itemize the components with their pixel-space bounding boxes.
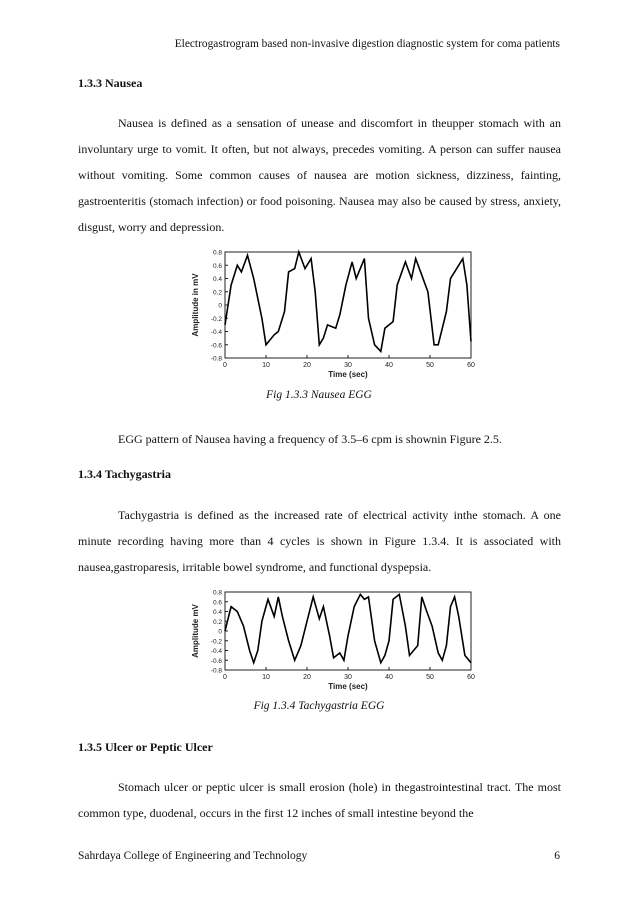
x-tick-label: 30	[344, 674, 352, 681]
y-tick-label: -0.6	[210, 657, 222, 665]
x-tick-label: 20	[303, 674, 311, 681]
paragraph-ulcer-text: Stomach ulcer or peptic ulcer is small erosion (hole) in thegastrointestinal tract. The most common type, duodenal, occurs in the first 12 inches of small intestine beyond the	[78, 780, 561, 820]
y-tick-label: 0.6	[212, 262, 222, 270]
y-tick-label: -0.4	[210, 648, 222, 655]
y-tick-label: -0.8	[210, 667, 222, 675]
section-heading-ulcer: 1.3.5 Ulcer or Peptic Ulcer	[78, 740, 213, 754]
y-tick-label: -0.8	[210, 355, 222, 363]
y-tick-label: 0.2	[212, 618, 222, 626]
figure-caption-nausea: Fig 1.3.3 Nausea EGG	[266, 389, 372, 401]
footer-institution: Sahrdaya College of Engineering and Technology	[78, 850, 308, 862]
y-tick-label: 0	[218, 628, 222, 636]
egg-signal-line	[225, 594, 471, 662]
x-tick-label: 10	[262, 362, 270, 369]
paragraph-nausea-text: Nausea is defined as a sensation of unease and discomfort in theupper stomach with an involuntary urge to vomit. It often, but not always, precedes vomiting. A person can suffer nausea without vomiting. Some common causes of nausea are motion sickness, dizziness, fainting, gastroenteritis (stomach infection) or food poisoning. Nausea may also be caused by stress, anxiety, disgust, worry and depression.	[78, 116, 561, 234]
x-tick-label: 30	[344, 362, 352, 369]
page-number: 6	[554, 850, 560, 862]
paragraph-ulcer	[78, 774, 561, 826]
x-tick-label: 0	[223, 362, 227, 369]
x-tick-label: 20	[303, 362, 311, 369]
y-tick-label: -0.6	[210, 342, 222, 350]
y-tick-label: -0.2	[210, 638, 222, 646]
x-tick-label: 50	[426, 362, 434, 369]
y-tick-label: 0.8	[212, 589, 222, 597]
tachygastria-egg-chart	[183, 584, 483, 696]
x-tick-label: 60	[467, 674, 475, 681]
section-heading-tachygastria: 1.3.4 Tachygastria	[78, 467, 172, 481]
y-tick-label: -0.4	[210, 329, 222, 336]
y-tick-label: 0	[218, 302, 222, 310]
paragraph-nausea-frequency	[78, 426, 561, 452]
paragraph-nausea	[78, 110, 561, 240]
x-tick-label: 10	[262, 674, 270, 681]
x-tick-label: 40	[385, 362, 393, 369]
y-tick-label: 0.8	[212, 249, 222, 257]
y-axis-label: Amplitude in mV	[191, 273, 200, 337]
x-tick-label: 40	[385, 674, 393, 681]
y-tick-label: 0.4	[212, 609, 222, 616]
y-tick-label: 0.2	[212, 289, 222, 297]
y-tick-label: -0.2	[210, 315, 222, 323]
section-heading-nausea: 1.3.3 Nausea	[78, 76, 143, 90]
plot-frame	[225, 592, 471, 670]
paragraph-tachygastria-text: Tachygastria is defined as the increased rate of electrical activity inthe stomach. A one minute recording having more than 4 cycles is shown in Figure 1.3.4. It is associated with nausea,gastroparesis, irritable bowel syndrome, and functional dyspepsia.	[78, 508, 561, 574]
running-head: Electrogastrogram based non-invasive digestion diagnostic system for coma patients	[174, 38, 560, 50]
figure-caption-tachygastria: Fig 1.3.4 Tachygastria EGG	[253, 700, 385, 712]
x-axis-label: Time (sec)	[328, 370, 368, 379]
x-tick-label: 60	[467, 362, 475, 369]
x-tick-label: 0	[223, 674, 227, 681]
nausea-egg-chart	[183, 244, 483, 384]
x-axis-label: Time (sec)	[328, 682, 368, 691]
x-tick-label: 50	[426, 674, 434, 681]
y-axis-label: Amplitude mV	[191, 604, 200, 658]
paragraph-tachygastria	[78, 502, 561, 580]
paragraph-nausea-frequency-text: EGG pattern of Nausea having a frequency of 3.5–6 cpm is shownin Figure 2.5.	[118, 432, 502, 446]
y-tick-label: 0.6	[212, 599, 222, 607]
y-tick-label: 0.4	[212, 276, 222, 283]
egg-signal-line	[225, 252, 471, 351]
